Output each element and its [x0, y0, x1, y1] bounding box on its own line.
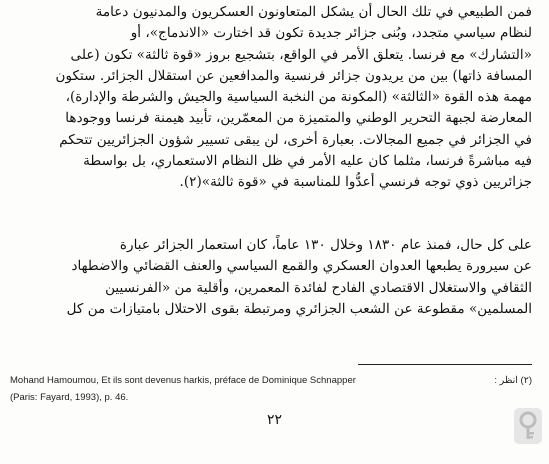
text-line: لنظام سياسي متجدد، وبُنى جزائر جديدة تكون قد اختارت «الاندماج»، أو: [130, 25, 532, 42]
key-lock-icon: [508, 402, 548, 450]
paragraph-2: [10, 235, 532, 320]
text-line: مهمة هذه القوة «الثالثة» (المكونة من النخبة السياسية والجيش والشرطة والإدارة)،: [65, 89, 532, 106]
footnote-divider: [358, 364, 532, 365]
footnote: [10, 372, 532, 406]
footnote-citation: Mohand Hamoumou, Et ils sont devenus harkis, préface de Dominique Schnapper: [10, 375, 356, 386]
text-line: المعارضة لجبهة التحرير الوطني والمتميزة من المعمّرين، تأبيد هيمنة فرنسا ووجودها: [65, 110, 532, 127]
page-number: ٢٢: [266, 412, 283, 428]
text-line: في الجزائر في جميع المجالات. بعبارة أخرى، لن يبقى تسيير شؤون الجزائريين تتحكم: [59, 131, 532, 148]
footnote-citation-cont: (Paris: Fayard, 1993), p. 46.: [10, 392, 129, 403]
text-line: «التشارك» مع فرنسا. يتعلق الأمر في الواقع، بتشجيع بروز «قوة ثالثة» تكون (على: [70, 46, 532, 63]
text-line: المسافة ذاتها) بين من يريدون جزائر فرنسية والمدافعين عن استقلال الجزائر. ستكون: [55, 67, 532, 84]
paragraph-1: [10, 2, 532, 194]
text-line: عن سيرورة يطبعها العدوان العسكري والقمع السياسي والعنف القضائي والاضطهاد: [71, 258, 532, 275]
text-line: فيه مباشرةً فرنسا، مثلما كان عليه الأمر في ظل النظام الاستعماري، بل بواسطة: [83, 153, 532, 170]
text-line: فمن الطبيعي في تلك الحال أن يشكل المتعاونون العسكريون والمدنيون دعامة: [95, 4, 532, 20]
text-line: الثقافي والاستغلال الاقتصادي الفادح لفائدة المعمرين، وأقلية من «الفرنسيين: [105, 279, 532, 296]
footnote-marker: (٢) انظر :: [494, 375, 532, 386]
text-line: على كل حال، فمنذ عام ١٨٣٠ وخلال ١٣٠ عاماً، كان استعمار الجزائر عبارة: [119, 237, 532, 253]
text-line: المسلمين» مقطوعة عن الشعب الجزائري ومرتبطة بقوى الاحتلال بامتيازات من كل: [66, 300, 532, 317]
text-line: جزائريين ذوي توجه فرنسي أُعدُّوا للمناسبة في «قوة ثالثة»(٢).: [179, 174, 532, 191]
